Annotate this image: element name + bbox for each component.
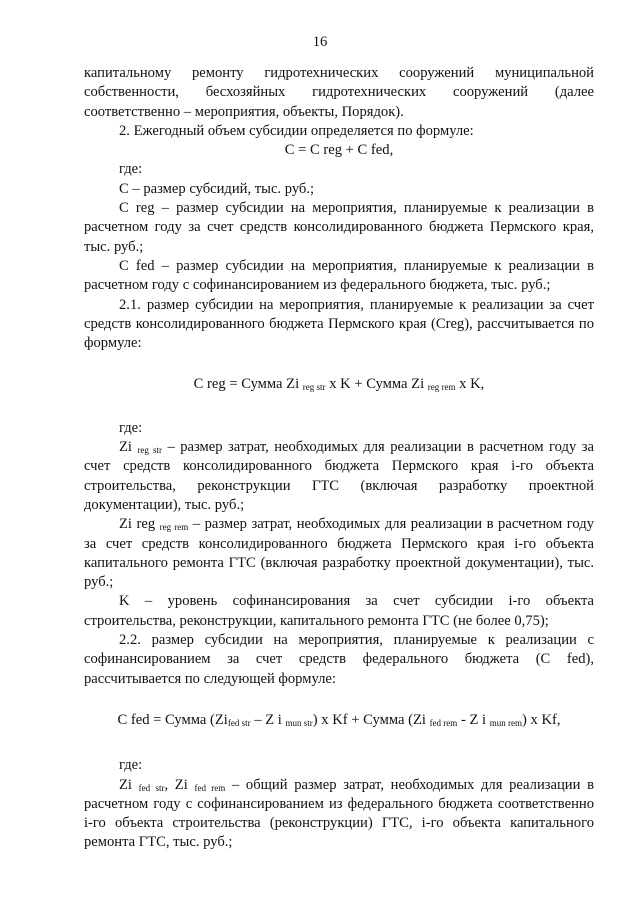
definition-zi-fed: Zi $_{fed str}$, Zi $_{fed rem}$ – общий размер затрат, необходимых для реализации в расчетном году с софинансированием из федерального бюджета соответственно i-го объекта строительства (реконструкции) ГТС, i-го объекта капитального ремонта ГТС, тыс. руб.; — [84, 776, 595, 851]
formula-1: С = С reg + С fed, — [284, 142, 394, 159]
definition-k: K – уровень софинансирования за счет субсидии i-го объекта строительства, реконструкции, капитального ремонта ГТС (не более 0,75); — [84, 593, 594, 629]
page-number: 16 — [312, 34, 328, 50]
definition-c-reg: С reg – размер субсидии на мероприятия, планируемые к реализации в расчетном году за счет средств консолидированного бюджета Пермского края, тыс. руб.; — [84, 200, 594, 255]
definition-c: С – размер субсидий, тыс. руб.; — [119, 180, 315, 197]
where-label-1: где: — [119, 161, 143, 178]
where-label-2: где: — [119, 419, 143, 436]
paragraph-2-1: 2.1. размер субсидии на мероприятия, планируемые к реализации за счет средств консолидированного бюджета Пермского края (Creg), рассчитывается по формуле: — [84, 296, 594, 352]
definition-zi-reg-str: Zi $_{reg str}$ – размер затрат, необходимых для реализации в расчетном году за счет средств консолидированного бюджета Пермского края i-го объекта строительства, реконструкции ГТС (включая разработку проектной документации), тыс. руб.; — [84, 439, 594, 513]
where-label-3: где: — [119, 757, 143, 774]
definition-c-fed: С fed – размер субсидии на мероприятия, планируемые к реализации в расчетном году с софинансированием из федерального бюджета, тыс. руб.; — [84, 257, 594, 294]
formula-3: С fed = Сумма ($Zi_{fed str}$ – Z i $_{mun str}$) x Kf + Сумма (Zi $_{fed rem}$ - Z i $_{mun rem}$) x Kf, — [117, 711, 561, 728]
formula-2: С reg = Сумма Zi $_{reg str}$ х K + Сумма Zi $_{reg rem}$ х K, — [193, 376, 485, 393]
intro-paragraph: капитальному ремонту гидротехнических сооружений муниципальной собственности, бесхозяйных гидротехнических сооружений (далее соответственно – мероприятия, объекты, Порядок). — [84, 65, 594, 120]
definition-zi-reg-rem: Zi reg $_{reg rem}$ – размер затрат, необходимых для реализации в расчетном году за счет средств консолидированного бюджета Пермского края i-го объекта капитального ремонта ГТС (включая разработку проектной документации), тыс. руб.; — [84, 516, 595, 591]
paragraph-2-2: 2.2. размер субсидии на мероприятия, планируемые к реализации с софинансированием за счет средств федерального бюджета (С fed), рассчитывается по следующей формуле: — [84, 632, 594, 687]
document-body — [84, 64, 594, 853]
paragraph-2: 2. Ежегодный объем субсидии определяется по формуле: — [119, 122, 474, 139]
